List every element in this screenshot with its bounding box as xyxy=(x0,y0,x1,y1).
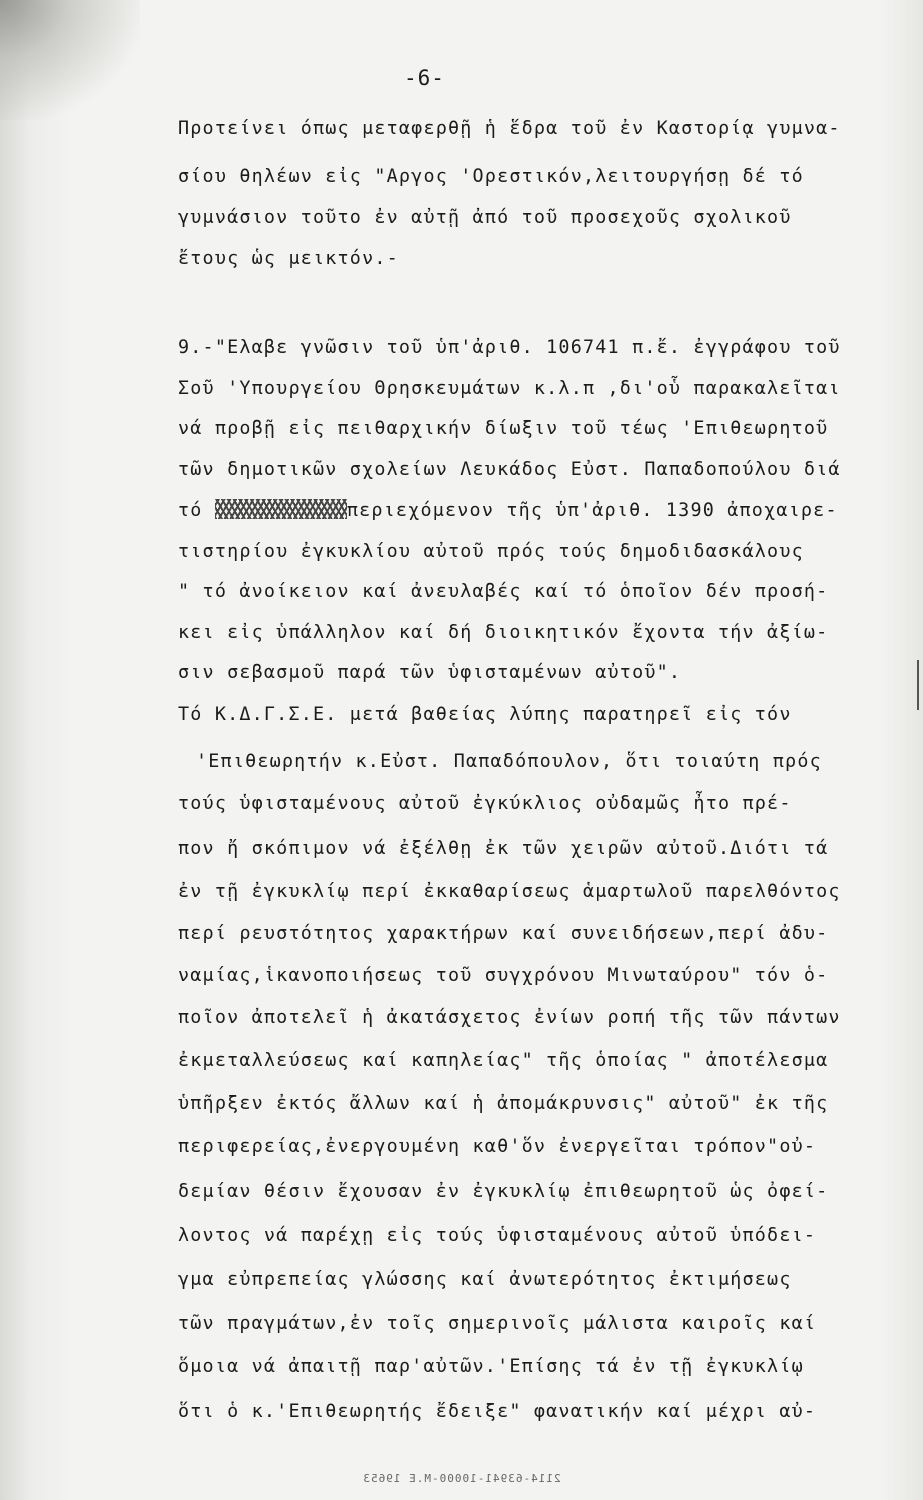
text-line: πον ἤ σκόπιμον νά ἐξέλθῃ ἐκ τῶν χειρῶν αὐτοῦ.Διότι τά xyxy=(178,838,829,859)
text-line: σίου θηλέων εἰς "Αργος 'Ορεστικόν,λειτουργήσῃ δέ τό xyxy=(178,166,804,187)
text-line: " τό ἀνοίκειον καί ἀνευλαβές καί τό ὁποῖον δέν προσή- xyxy=(178,581,829,602)
line-rest: περιεχόμενον τῆς ὑπ'ἀριθ. 1390 ἀποχαιρε- xyxy=(346,500,838,521)
page-number: -6- xyxy=(404,66,445,90)
text-line: Τό Κ.Δ.Γ.Σ.Ε. μετά βαθείας λύπης παρατηρεῖ εἰς τόν xyxy=(178,704,792,725)
text-line: τῶν πραγμάτων,ἐν τοῖς σημερινοῖς μάλιστα καιροῖς καί xyxy=(178,1313,817,1334)
text-line: σιν σεβασμοῦ παρά τῶν ὑφισταμένων αὐτοῦ". xyxy=(178,662,682,683)
struck-out-word xyxy=(215,499,347,519)
text-line: τούς ὑφισταμένους αὐτοῦ ἐγκύκλιος οὐδαμῶς ἦτο πρέ- xyxy=(178,793,792,814)
text-line: ὑπῆρξεν ἐκτός ἄλλων καί ἡ ἀπομάκρυνσις" αὐτοῦ" ἐκ τῆς xyxy=(178,1093,829,1114)
text-line: ποῖον ἀποτελεῖ ἡ ἀκατάσχετος ἐνίων ροπή τῆς τῶν πάντων xyxy=(178,1007,841,1028)
text-line: ὅμοια νά ἀπαιτῇ παρ'αὐτῶν.'Επίσης τά ἐν τῇ ἐγκυκλίῳ xyxy=(178,1356,804,1377)
text-line: τῶν δημοτικῶν σχολείων Λευκάδος Εὐστ. Παπαδοπούλου διά xyxy=(178,459,841,480)
line-prefix: τό xyxy=(178,500,203,521)
text-line: γυμνάσιον τοῦτο ἐν αὐτῇ ἀπό τοῦ προσεχοῦς σχολικοῦ xyxy=(178,207,792,228)
text-line-with-deletion xyxy=(178,499,838,523)
text-line: Σοῦ 'Υπουργείου Θρησκευμάτων κ.λ.π ,δι'οὗ παρακαλεῖται xyxy=(178,378,841,399)
text-line: τιστηρίου ἐγκυκλίου αὐτοῦ πρός τούς δημοδιδασκάλους xyxy=(178,541,804,562)
text-line: περί ρευστότητος χαρακτήρων καί συνειδήσεων,περί ἀδυ- xyxy=(178,923,829,944)
text-line: 'Επιθεωρητήν κ.Εὐστ. Παπαδόπουλον, ὅτι τοιαύτη πρός xyxy=(196,751,822,772)
text-line: 9.-"Ελαβε γνῶσιν τοῦ ὑπ'ἀριθ. 106741 π.ἔ. ἐγγράφου τοῦ xyxy=(178,337,841,358)
margin-rule xyxy=(917,660,919,710)
text-line: περιφερείας,ἐνεργουμένη καθ'ὅν ἐνεργεῖται τρόπον"οὐ- xyxy=(178,1136,817,1157)
text-line: δεμίαν θέσιν ἔχουσαν ἐν ἐγκυκλίῳ ἐπιθεωρητοῦ ὡς ὀφεί- xyxy=(178,1181,829,1202)
text-line: κει εἰς ὑπάλληλον καί δή διοικητικόν ἔχοντα τήν ἀξίω- xyxy=(178,622,829,643)
printer-footer: 2114-63941-10000-Μ.Ε 19653 xyxy=(362,1472,561,1485)
text-line: γμα εὐπρεπείας γλώσσης καί ἀνωτερότητος ἐκτιμήσεως xyxy=(178,1269,792,1290)
text-line: ἐν τῇ ἐγκυκλίῳ περί ἐκκαθαρίσεως ἁμαρτωλοῦ παρελθόντος xyxy=(178,881,841,902)
text-line: λοντος νά παρέχῃ εἰς τούς ὑφισταμένους αὐτοῦ ὑπόδει- xyxy=(178,1225,817,1246)
scan-shadow xyxy=(0,0,140,120)
text-line: ἐκμεταλλεύσεως καί καπηλείας" τῆς ὁποίας " ἀποτέλεσμα xyxy=(178,1050,829,1071)
text-line: ὅτι ὁ κ.'Επιθεωρητής ἔδειξε" φανατικήν καί μέχρι αὐ- xyxy=(178,1401,817,1422)
text-line: Προτείνει όπως μεταφερθῇ ἡ ἕδρα τοῦ ἐν Καστορίᾳ γυμνα- xyxy=(178,118,841,139)
text-line: νά προβῇ εἰς πειθαρχικήν δίωξιν τοῦ τέως 'Επιθεωρητοῦ xyxy=(178,418,829,439)
text-line: ναμίας,ἱκανοποιήσεως τοῦ συγχρόνου Μινωταύρου" τόν ὁ- xyxy=(178,965,829,986)
text-line: ἔτους ὡς μεικτόν.- xyxy=(178,248,399,269)
